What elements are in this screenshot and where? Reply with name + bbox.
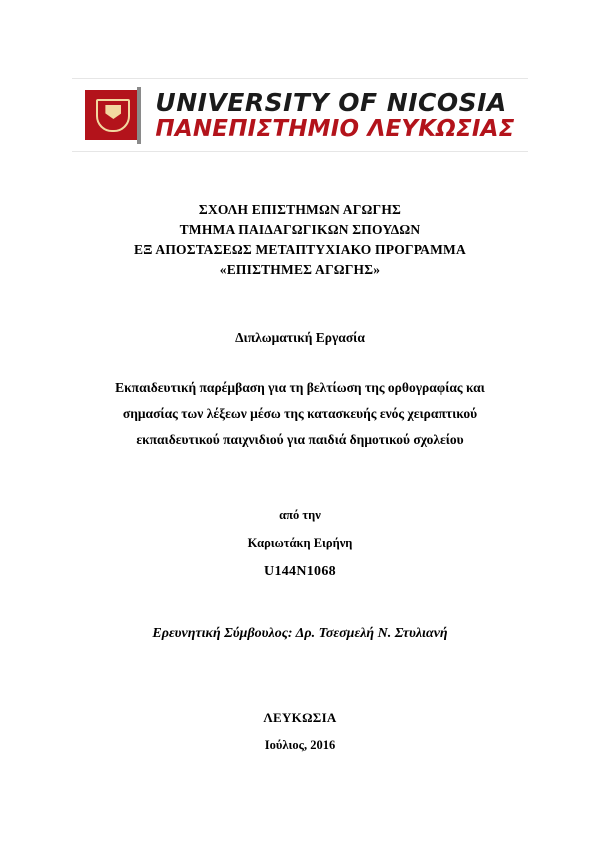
title-line-2: σημασίας των λέξεων μέσω της κατασκευής ενός χειραπτικού bbox=[122, 406, 478, 421]
author-byline: από την bbox=[279, 508, 321, 522]
supervisor-line: Ερευνητική Σύμβουλος: Δρ. Τσεσμελή Ν. Στυλιανή bbox=[152, 626, 448, 641]
faculty-line-4: «ΕΠΙΣΤΗΜΕΣ ΑΓΩΓΗΣ» bbox=[219, 262, 381, 277]
author-name: Καριωτάκη Ειρήνη bbox=[247, 536, 353, 550]
flagpole-icon bbox=[137, 87, 141, 144]
faculty-heading bbox=[60, 200, 540, 280]
faculty-line-3: ΕΞ ΑΠΟΣΤΑΣΕΩΣ ΜΕΤΑΠΤΥΧΙΑΚΟ ΠΡΟΓΡΑΜΜΑ bbox=[134, 242, 466, 257]
wordmark-greek: ΠΑΝΕΠΙΣΤΗΜΙΟ ΛΕΥΚΩΣΙΑΣ bbox=[155, 115, 515, 142]
title-line-1: Εκπαιδευτική παρέμβαση για τη βελτίωση της ορθογραφίας και bbox=[115, 380, 485, 395]
faculty-line-2: ΤΜΗΜΑ ΠΑΙΔΑΓΩΓΙΚΩΝ ΣΠΟΥΔΩΝ bbox=[179, 222, 421, 237]
document-title bbox=[66, 375, 534, 453]
university-masthead bbox=[72, 78, 528, 152]
publication-date: Ιούλιος, 2016 bbox=[264, 738, 336, 752]
city-name: ΛΕΥΚΩΣΙΑ bbox=[263, 710, 337, 725]
university-wordmark bbox=[155, 87, 515, 142]
university-crest-icon bbox=[85, 90, 141, 140]
student-id: U144N1068 bbox=[264, 564, 336, 579]
document-type: Διπλωματική Εργασία bbox=[235, 330, 365, 345]
title-line-3: εκπαιδευτικού παιχνιδιού για παιδιά δημοτικού σχολείου bbox=[136, 432, 464, 447]
faculty-line-1: ΣΧΟΛΗ ΕΠΙΣΤΗΜΩΝ ΑΓΩΓΗΣ bbox=[198, 202, 402, 217]
wordmark-english: UNIVERSITY OF NICOSIA bbox=[155, 87, 507, 117]
